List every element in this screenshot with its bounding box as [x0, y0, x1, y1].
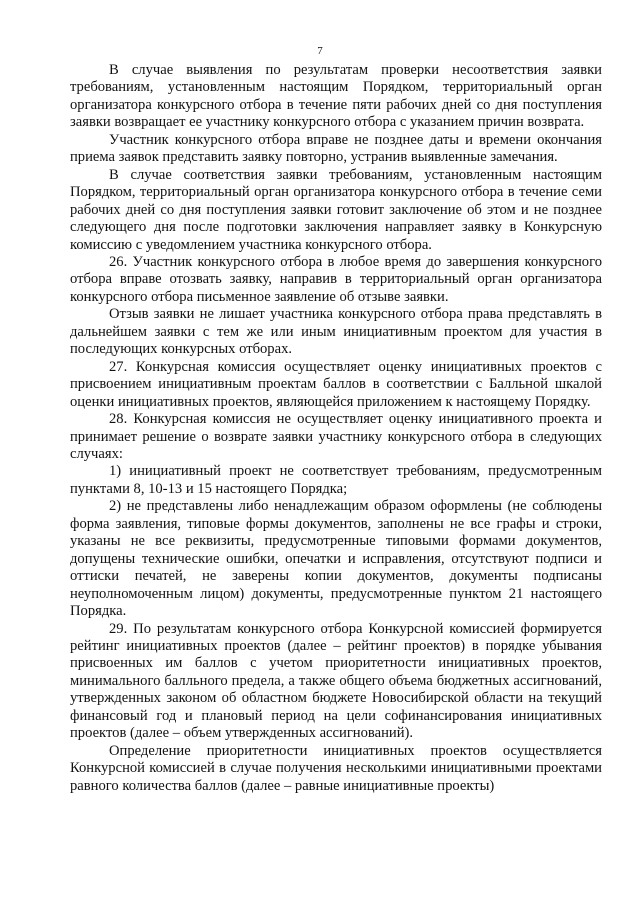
page-number: 7	[317, 45, 323, 57]
paragraph: В случае выявления по результатам проверки несоответствия заявки требованиям, установленным настоящим Порядком, территориальный орган организатора конкурсного отбора в течение пяти рабочих дней со дня поступления заявки возвращает ее участнику конкурсного отбора с указанием причин возврата.	[70, 62, 602, 131]
paragraph: 2) не представлены либо ненадлежащим образом оформлены (не соблюдены форма заявления, типовые формы документов, заполнены не все графы и строки, указаны не все реквизиты, предусмотренные типовыми формами документов, допущены технические ошибки, опечатки и исправления, отсутствуют подписи и оттиски печатей, не заверены копии документов, документы подписаны неуполномоченным лицом) документы, предусмотренные пунктом 21 настоящего Порядка.	[70, 498, 602, 620]
paragraph: 28. Конкурсная комиссия не осуществляет оценку инициативного проекта и принимает решение о возврате заявки участнику конкурсного отбора в следующих случаях:	[70, 411, 602, 462]
paragraph: В случае соответствия заявки требованиям, установленным настоящим Порядком, территориальный орган организатора конкурсного отбора в течение семи рабочих дней со дня поступления заявки готовит заключение об этом и не позднее следующего дня после подготовки заключения направляет заявку в Конкурсную комиссию с уведомлением участника конкурсного отбора.	[70, 166, 602, 253]
paragraph: Участник конкурсного отбора вправе не позднее даты и времени окончания приема заявок представить заявку повторно, устранив выявленные замечания.	[70, 131, 602, 166]
document-body	[70, 62, 602, 795]
paragraph: 29. По результатам конкурсного отбора Конкурсной комиссией формируется рейтинг инициативных проектов (далее – рейтинг проектов) в порядке убывания присвоенных им баллов с учетом приоритетности инициативных проектов, минимального балльного предела, а также общего объема бюджетных ассигнований, утвержденных законом об областном бюджете Новосибирской области на текущий финансовый год и плановый период на цели софинансирования инициативных проектов (далее – объем утвержденных ассигнований).	[70, 620, 602, 742]
paragraph: Отзыв заявки не лишает участника конкурсного отбора права представлять в дальнейшем заявки с тем же или иным инициативным проектом для участия в последующих конкурсных отборах.	[70, 306, 602, 358]
paragraph: 1) инициативный проект не соответствует требованиям, предусмотренным пунктами 8, 10-13 и 15 настоящего Порядка;	[70, 463, 602, 497]
paragraph: 26. Участник конкурсного отбора в любое время до завершения конкурсного отбора вправе отозвать заявку, направив в территориальный орган организатора конкурсного отбора письменное заявление об отзыве заявки.	[70, 253, 602, 305]
paragraph: 27. Конкурсная комиссия осуществляет оценку инициативных проектов с присвоением инициативным проектам баллов в соответствии с Балльной шкалой оценки инициативных проектов, являющейся приложением к настоящему Порядку.	[70, 358, 602, 410]
paragraph: Определение приоритетности инициативных проектов осуществляется Конкурсной комиссией в случае получения несколькими инициативными проектами равного количества баллов (далее – равные инициативные проекты)	[70, 742, 602, 794]
